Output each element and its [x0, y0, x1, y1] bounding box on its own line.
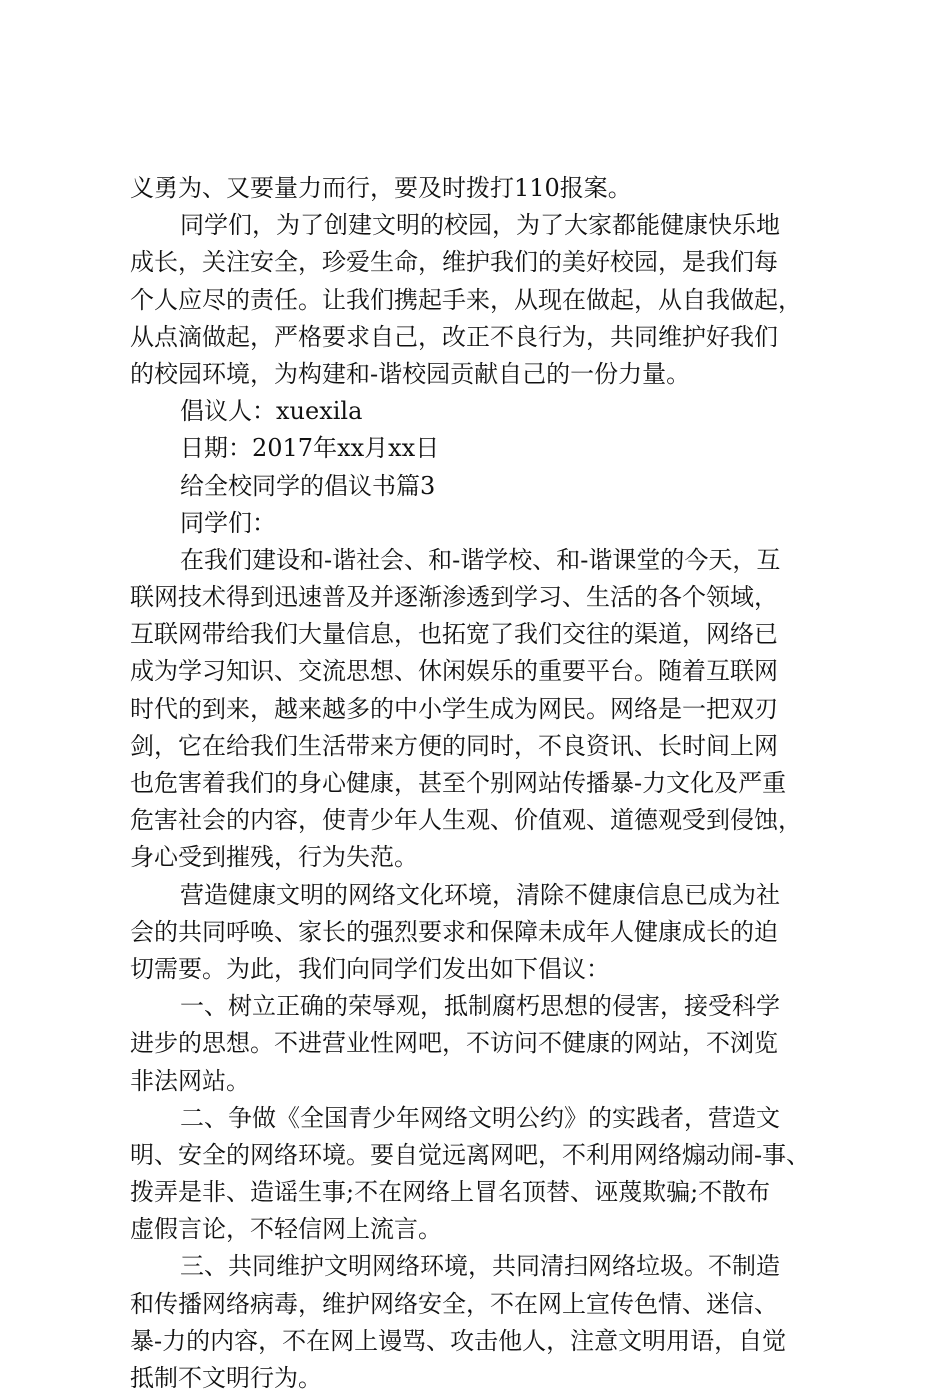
text-line: 二、争做《全国青少年网络文明公约》的实践者，营造文: [180, 1103, 780, 1132]
text-line: 和传播网络病毒，维护网络安全，不在网上宣传色情、迷信、: [130, 1289, 778, 1318]
text-line: 剑，它在给我们生活带来方便的同时，不良资讯、长时间上网: [130, 731, 778, 760]
text-line: 非法网站。: [130, 1066, 250, 1095]
text-line: 一、树立正确的荣辱观，抵制腐朽思想的侵害，接受科学: [180, 992, 780, 1021]
text-line: 给全校同学的倡议书篇3: [180, 471, 436, 500]
text-line: 进步的思想。不进营业性网吧，不访问不健康的网站，不浏览: [130, 1029, 778, 1058]
text-line: 同学们：: [180, 508, 276, 537]
text-line: 暴-力的内容，不在网上谩骂、攻击他人，注意文明用语，自觉: [130, 1326, 787, 1355]
text-line: 也危害着我们的身心健康，甚至个别网站传播暴-力文化及严重: [130, 769, 787, 797]
text-line: 日期：2017年xx月xx日: [180, 434, 440, 463]
text-line: 会的共同呼唤、家长的强烈要求和保障未成年人健康成长的迫: [130, 917, 778, 946]
text-line: 抵制不文明行为。: [130, 1364, 322, 1392]
text-line: 明、安全的网络环境。要自觉远离网吧，不利用网络煽动闹-事、: [130, 1140, 811, 1169]
text-line: 的校园环境，为构建和-谐校园贡献自己的一份力量。: [130, 359, 691, 388]
text-line: 三、共同维护文明网络环境，共同清扫网络垃圾。不制造: [180, 1252, 780, 1281]
text-line: 个人应尽的责任。让我们携起手来，从现在做起，从自我做起，: [130, 285, 802, 314]
text-line: 义勇为、又要量力而行，要及时拨打110报案。: [130, 174, 632, 202]
text-line: 倡议人：xuexila: [180, 397, 363, 426]
text-line: 成为学习知识、交流思想、休闲娱乐的重要平台。随着互联网: [130, 657, 778, 686]
text-line: 切需要。为此，我们向同学们发出如下倡议：: [130, 954, 610, 983]
text-line: 互联网带给我们大量信息，也拓宽了我们交往的渠道，网络已: [130, 620, 778, 649]
text-line: 拨弄是非、造谣生事;不在网络上冒名顶替、诬蔑欺骗;不散布: [130, 1178, 771, 1207]
text-line: 在我们建设和-谐社会、和-谐学校、和-谐课堂的今天，互: [180, 545, 781, 574]
text-line: 成长，关注安全，珍爱生命，维护我们的美好校园，是我们每: [130, 248, 778, 277]
text-line: 同学们，为了创建文明的校园，为了大家都能健康快乐地: [180, 211, 780, 240]
text-line: 营造健康文明的网络文化环境，清除不健康信息已成为社: [180, 880, 780, 909]
text-line: 危害社会的内容，使青少年人生观、价值观、道德观受到侵蚀，: [130, 806, 802, 835]
text-line: 虚假言论，不轻信网上流言。: [130, 1215, 442, 1244]
text-line: 联网技术得到迅速普及并逐渐渗透到学习、生活的各个领域，: [130, 583, 778, 612]
text-line: 身心受到摧残，行为失范。: [130, 843, 418, 872]
text-line: 时代的到来，越来越多的中小学生成为网民。网络是一把双刃: [130, 694, 778, 723]
text-line: 从点滴做起，严格要求自己，改正不良行为，共同维护好我们: [130, 322, 778, 351]
document-body: [130, 170, 840, 1397]
